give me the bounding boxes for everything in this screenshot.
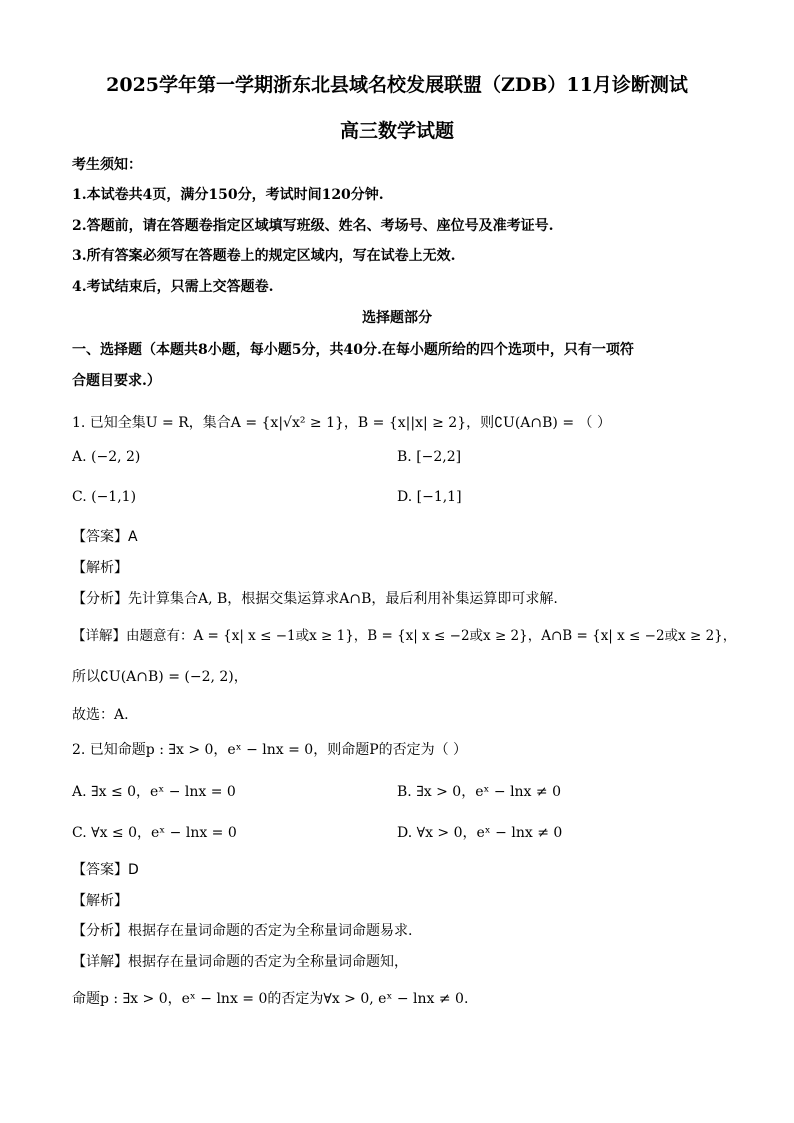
q1-analysis: 【分析】先计算集合A, B，根据交集运算求A∩B，最后利用补集运算即可求解. (72, 591, 558, 607)
q2-stem: 2. 已知命题p : ∃x > 0，eˣ − lnx = 0，则命题P的否定为（ ） (72, 742, 468, 758)
q2-result: 命题p : ∃x > 0，eˣ − lnx = 0的否定为∀x > 0, eˣ − lnx ≠ 0. (72, 991, 469, 1007)
section-instruction: 一、选择题（本题共8小题，每小题5分，共40分.在每小题所给的四个选项中，只有一项符 (72, 342, 634, 358)
q1-answer: 【答案】A (72, 529, 138, 545)
q1-stem: 1. 已知全集U = R，集合A = {x|√x² ≥ 1}，B = {x||x| ≥ 2}，则∁U(A∩B) = （ ） (72, 415, 611, 431)
q1-detail: 【详解】由题意有：A = {x| x ≤ −1或x ≥ 1}，B = {x| x ≤ −2或x ≥ 2}，A∩B = {x| x ≤ −2或x ≥ 2}， (72, 628, 737, 644)
q2-option-d: D. ∀x > 0，eˣ − lnx ≠ 0 (397, 825, 563, 841)
q2-answer: 【答案】D (72, 862, 139, 878)
q1-result: 所以∁U(A∩B) = (−2, 2)， (72, 669, 248, 685)
notice-item-4: 4.考试结束后，只需上交答题卷. (72, 279, 274, 295)
exam-subtitle: 高三数学试题 (339, 120, 454, 142)
exam-title: 2025学年第一学期浙东北县域名校发展联盟（ZDB）11月诊断测试 (106, 74, 688, 96)
notice-heading: 考生须知： (72, 157, 142, 173)
q2-option-a: A. ∃x ≤ 0，eˣ − lnx = 0 (72, 784, 236, 800)
q2-detail: 【详解】根据存在量词命题的否定为全称量词命题知， (72, 954, 408, 970)
q1-option-b: B. [−2,2] (397, 449, 462, 465)
notice-item-1: 1.本试卷共4页，满分150分，考试时间120分钟. (72, 187, 384, 203)
q1-analysis-label: 【解析】 (72, 560, 128, 576)
q2-option-b: B. ∃x > 0，eˣ − lnx ≠ 0 (397, 784, 561, 800)
q1-option-c: C. (−1,1) (72, 489, 137, 505)
q1-conclusion: 故选：A. (72, 707, 129, 723)
notice-item-2: 2.答题前，请在答题卷指定区域填写班级、姓名、考场号、座位号及准考证号. (72, 218, 554, 234)
notice-item-3: 3.所有答案必须写在答题卷上的规定区域内，写在试卷上无效. (72, 248, 456, 264)
q1-option-d: D. [−1,1] (397, 489, 462, 505)
q2-analysis: 【分析】根据存在量词命题的否定为全称量词命题易求. (72, 923, 413, 939)
q2-option-c: C. ∀x ≤ 0，eˣ − lnx = 0 (72, 825, 237, 841)
section-instruction-cont: 合题目要求.） (72, 373, 161, 389)
q2-analysis-label: 【解析】 (72, 893, 128, 909)
section-label: 选择题部分 (362, 310, 432, 326)
q1-option-a: A. (−2, 2) (72, 449, 141, 465)
